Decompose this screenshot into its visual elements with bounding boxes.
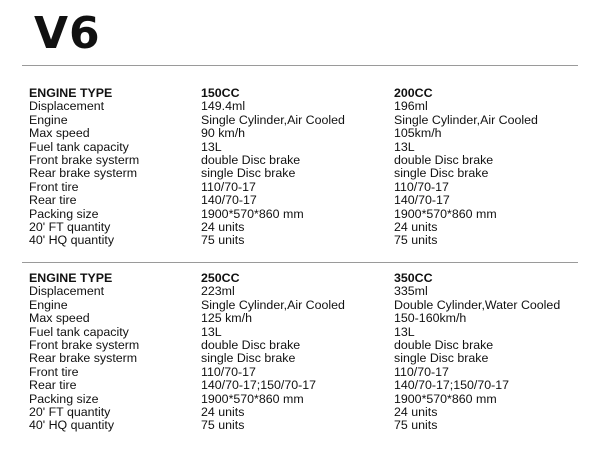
spec-label: Max speed — [29, 126, 90, 141]
spec-value: 150-160km/h — [394, 311, 467, 326]
spec-value: Single Cylinder,Air Cooled — [394, 112, 538, 127]
spec-label: Max speed — [29, 311, 90, 326]
spec-value: 149.4ml — [201, 99, 246, 114]
spec-value: 24 units — [201, 220, 245, 235]
table-row — [29, 127, 574, 140]
spec-value: 24 units — [394, 405, 438, 420]
spec-value: single Disc brake — [394, 351, 489, 366]
spec-label: Front brake systerm — [29, 338, 140, 353]
spec-value: single Disc brake — [201, 351, 296, 366]
table-header-cell: ENGINE TYPE — [29, 271, 113, 285]
table-header-cell: 250CC — [201, 271, 240, 285]
spec-value: single Disc brake — [201, 166, 296, 181]
spec-label: Front tire — [29, 364, 79, 379]
spec-value: Single Cylinder,Air Cooled — [201, 112, 345, 127]
table-row — [29, 181, 574, 194]
spec-table-150-200 — [29, 87, 574, 248]
spec-label: Displacement — [29, 284, 105, 299]
table-header-cell: ENGINE TYPE — [29, 86, 113, 100]
spec-value: 75 units — [394, 418, 438, 433]
spec-label: Fuel tank capacity — [29, 139, 129, 154]
spec-label: Fuel tank capacity — [29, 324, 129, 339]
spec-label: Front brake systerm — [29, 153, 140, 168]
spec-value: 125 km/h — [201, 311, 252, 326]
table-row — [29, 366, 574, 379]
table-row — [29, 406, 574, 419]
table-header-row — [29, 87, 574, 100]
table-row — [29, 167, 574, 180]
table-row — [29, 141, 574, 154]
spec-value: single Disc brake — [394, 166, 489, 181]
spec-value: 1900*570*860 mm — [394, 391, 497, 406]
spec-label: Rear brake systerm — [29, 351, 138, 366]
spec-label: Rear tire — [29, 193, 77, 208]
spec-value: 105km/h — [394, 126, 442, 141]
spec-label: Engine — [29, 112, 68, 127]
table-row — [29, 379, 574, 392]
spec-value: 110/70-17 — [201, 364, 256, 379]
spec-value: 335ml — [394, 284, 428, 299]
spec-label: 20' FT quantity — [29, 405, 111, 420]
table-row — [29, 114, 574, 127]
spec-value: 110/70-17 — [394, 179, 449, 194]
spec-value: Single Cylinder,Air Cooled — [201, 297, 345, 312]
spec-label: Rear tire — [29, 378, 77, 393]
spec-value: Double Cylinder,Water Cooled — [394, 297, 561, 312]
page-title: V6 — [34, 8, 101, 59]
spec-value: 90 km/h — [201, 126, 246, 141]
spec-value: 75 units — [201, 418, 245, 433]
spec-label: Displacement — [29, 99, 105, 114]
spec-value: 1900*570*860 mm — [201, 391, 304, 406]
spec-label: 40' HQ quantity — [29, 418, 115, 433]
table-row — [29, 299, 574, 312]
spec-value: double Disc brake — [201, 338, 301, 353]
spec-value: 140/70-17;150/70-17 — [201, 378, 317, 393]
spec-value: 223ml — [201, 284, 235, 299]
spec-label: 40' HQ quantity — [29, 233, 115, 248]
table-row — [29, 339, 574, 352]
spec-value: double Disc brake — [394, 338, 494, 353]
divider — [22, 262, 578, 263]
divider — [22, 65, 578, 66]
spec-label: 20' FT quantity — [29, 220, 111, 235]
spec-value: 140/70-17 — [201, 193, 257, 208]
table-row — [29, 100, 574, 113]
table-row — [29, 234, 574, 247]
spec-label: Rear brake systerm — [29, 166, 138, 181]
spec-table-250-350 — [29, 272, 574, 433]
spec-value: 13L — [394, 324, 415, 339]
spec-label: Front tire — [29, 179, 79, 194]
spec-value: 75 units — [201, 233, 245, 248]
spec-value: 75 units — [394, 233, 438, 248]
spec-value: 1900*570*860 mm — [201, 206, 304, 221]
table-row — [29, 194, 574, 207]
table-header-cell: 200CC — [394, 86, 433, 100]
spec-value: 110/70-17 — [394, 364, 449, 379]
spec-value: 13L — [201, 324, 222, 339]
spec-value: 13L — [394, 139, 415, 154]
table-header-cell: 350CC — [394, 271, 433, 285]
spec-value: double Disc brake — [394, 153, 494, 168]
spec-value: double Disc brake — [201, 153, 301, 168]
spec-value: 24 units — [394, 220, 438, 235]
table-header-row — [29, 272, 574, 285]
table-row — [29, 154, 574, 167]
table-row — [29, 419, 574, 432]
table-row — [29, 285, 574, 298]
spec-value: 24 units — [201, 405, 245, 420]
spec-label: Packing size — [29, 391, 99, 406]
spec-value: 13L — [201, 139, 222, 154]
table-row — [29, 221, 574, 234]
table-row — [29, 393, 574, 406]
table-row — [29, 326, 574, 339]
spec-label: Packing size — [29, 206, 99, 221]
spec-value: 140/70-17;150/70-17 — [394, 378, 510, 393]
table-header-cell: 150CC — [201, 86, 240, 100]
spec-label: Engine — [29, 297, 68, 312]
table-row — [29, 312, 574, 325]
spec-value: 110/70-17 — [201, 179, 256, 194]
table-row — [29, 352, 574, 365]
spec-value: 196ml — [394, 99, 428, 114]
spec-value: 140/70-17 — [394, 193, 450, 208]
table-row — [29, 208, 574, 221]
spec-value: 1900*570*860 mm — [394, 206, 497, 221]
